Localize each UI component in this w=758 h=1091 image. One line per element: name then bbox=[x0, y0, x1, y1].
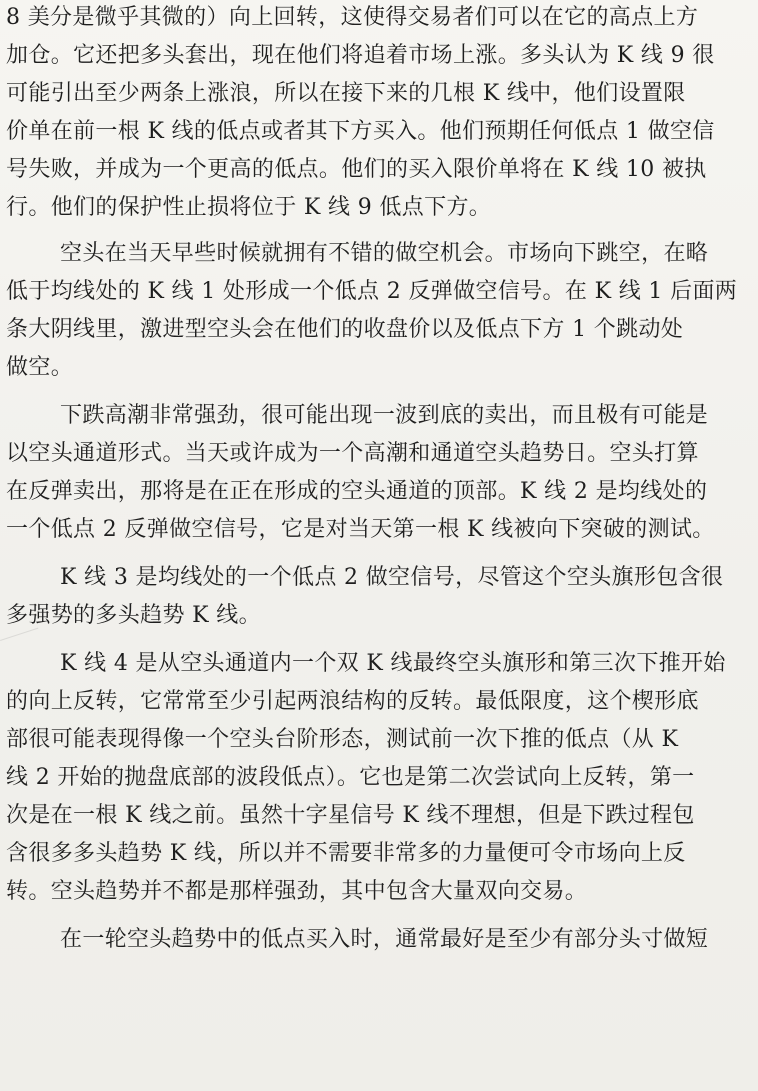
text-line: 多强势的多头趋势 K 线。 bbox=[6, 603, 261, 628]
text-line: 一个低点 2 反弹做空信号，它是对当天第一根 K 线被向下突破的测试。 bbox=[6, 517, 715, 542]
text-line: 做空。 bbox=[6, 355, 74, 380]
text-line: 加仓。它还把多头套出，现在他们将追着市场上涨。多头认为 K 线 9 很 bbox=[6, 43, 715, 68]
paragraph-start-line: K 线 3 是均线处的一个低点 2 做空信号，尽管这个空头旗形包含很 bbox=[60, 565, 724, 590]
paragraph-start-line: 在一轮空头趋势中的低点买入时，通常最好是至少有部分头寸做短 bbox=[60, 927, 709, 952]
text-line: 可能引出至少两条上涨浪，所以在接下来的几根 K 线中，他们设置限 bbox=[6, 81, 686, 106]
text-line: 行。他们的保护性止损将位于 K 线 9 低点下方。 bbox=[6, 195, 492, 220]
text-line: 号失败，并成为一个更高的低点。他们的买入限价单将在 K 线 10 被执 bbox=[6, 157, 707, 182]
paragraph-start-line: 空头在当天早些时候就拥有不错的做空机会。市场向下跳空，在略 bbox=[60, 241, 709, 266]
text-line: 部很可能表现得像一个空头台阶形态，测试前一次下推的低点（从 K bbox=[6, 727, 679, 752]
text-line: 8 美分是微乎其微的）向上回转，这使得交易者们可以在它的高点上方 bbox=[6, 5, 699, 30]
text-line: 线 2 开始的抛盘底部的波段低点）。它也是第二次尝试向上反转，第一 bbox=[6, 765, 695, 790]
text-line: 低于均线处的 K 线 1 处形成一个低点 2 反弹做空信号。在 K 线 1 后面两 bbox=[6, 279, 738, 304]
text-line: 转。空头趋势并不都是那样强劲，其中包含大量双向交易。 bbox=[6, 879, 588, 904]
paragraph-start-line: 下跌高潮非常强劲，很可能出现一波到底的卖出，而且极有可能是 bbox=[60, 403, 709, 428]
text-line: 次是在一根 K 线之前。虽然十字星信号 K 线不理想，但是下跌过程包 bbox=[6, 803, 695, 828]
text-line: 含很多多头趋势 K 线，所以并不需要非常多的力量便可令市场向上反 bbox=[6, 841, 686, 866]
text-line: 的向上反转，它常常至少引起两浪结构的反转。最低限度，这个楔形底 bbox=[6, 689, 699, 714]
text-line: 以空头通道形式。当天或许成为一个高潮和通道空头趋势日。空头打算 bbox=[6, 441, 699, 466]
paragraph-start-line: K 线 4 是从空头通道内一个双 K 线最终空头旗形和第三次下推开始 bbox=[60, 651, 726, 676]
text-line: 价单在前一根 K 线的低点或者其下方买入。他们预期任何低点 1 做空信 bbox=[6, 119, 715, 144]
text-line: 条大阴线里，激进型空头会在他们的收盘价以及低点下方 1 个跳动处 bbox=[6, 317, 684, 342]
text-line: 在反弹卖出，那将是在正在形成的空头通道的顶部。K 线 2 是均线处的 bbox=[6, 479, 708, 504]
